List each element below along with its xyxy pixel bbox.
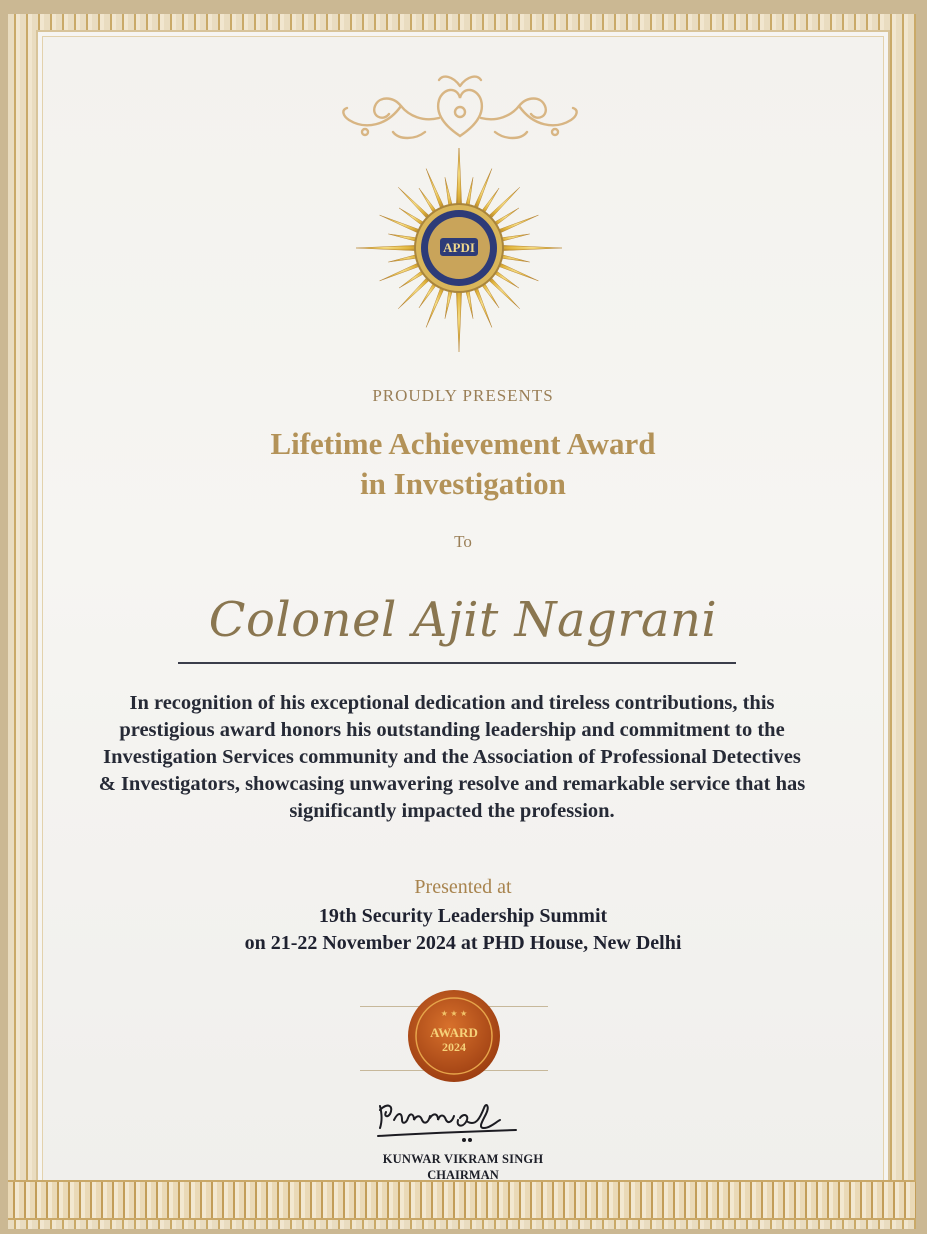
signatory-name: KUNWAR VIKRAM SINGH — [382, 1152, 544, 1166]
event-name: 19th Security Leadership Summit — [318, 905, 608, 927]
star-medal-icon — [356, 148, 562, 362]
emblem-ray — [456, 148, 462, 208]
emblem-ray — [486, 275, 520, 309]
event-date-venue: on 21-22 November 2024 at PHD House, New Delhi — [244, 932, 682, 954]
emblem-logo-text: APDI — [443, 240, 475, 255]
emblem-ray — [486, 187, 520, 221]
filigree-ornament-icon — [335, 66, 585, 150]
citation-text: In recognition of his exceptional dedication and tireless contributions, this prestigious award honors his outstanding leadership and commitment to the Investigation Services community and the Association of Professional Detectives & Investigators, showcasing unwavering resolve and remarkable service that has significantly impacted the profession. — [98, 692, 806, 822]
bottom-decorative-band — [8, 1180, 916, 1220]
emblem-ray — [356, 245, 419, 251]
award-title — [36, 424, 890, 504]
emblem-ray — [398, 275, 432, 309]
to-label: To — [454, 532, 472, 551]
seal-text-line-1: AWARD — [430, 1025, 478, 1040]
emblem-ray — [456, 288, 462, 352]
recipient-name: Colonel Ajit Nagrani — [208, 592, 718, 648]
award-seal-icon — [406, 988, 502, 1084]
signatory-title: CHAIRMAN — [427, 1168, 499, 1182]
presented-at-label: Presented at — [414, 876, 512, 898]
recipient-underline — [178, 662, 736, 664]
event-details — [36, 903, 890, 957]
svg-text:★ ★ ★: ★ ★ ★ — [440, 1009, 468, 1018]
emblem-ray — [398, 187, 432, 221]
emblem-ray — [499, 245, 562, 251]
proudly-presents-label: PROUDLY PRESENTS — [372, 386, 554, 405]
award-title-line-2: in Investigation — [360, 466, 566, 501]
seal-text-line-2: 2024 — [442, 1040, 466, 1054]
award-title-line-1: Lifetime Achievement Award — [270, 426, 656, 461]
signature-image — [372, 1092, 522, 1144]
